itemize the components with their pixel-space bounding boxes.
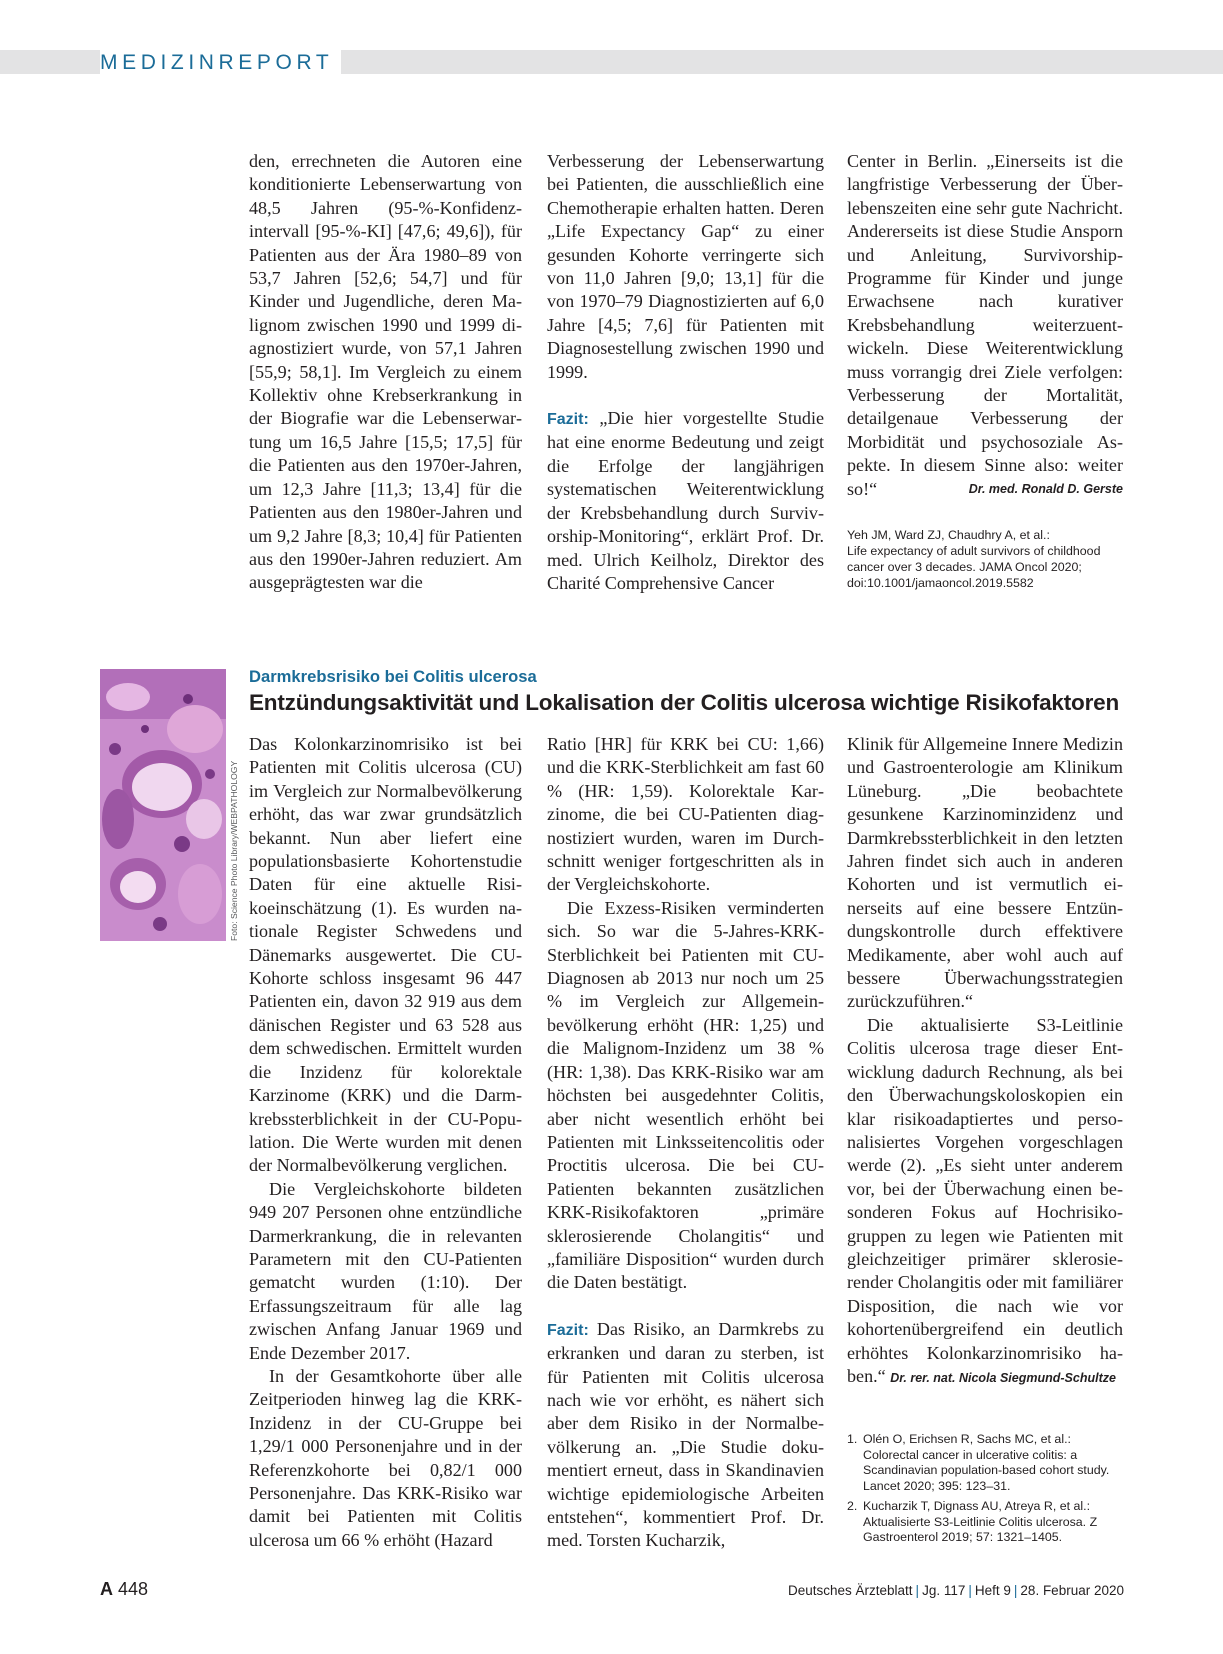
article1-reference xyxy=(847,527,1123,591)
article2-col3-text: Die aktualisierte S3-Leitlinie Colitis ulcerosa trage dieser Entwicklung dadurch Rechnung, als bei den Überwachungskoloskopien ein klar risikoadaptiertes und personalisiertes Vorgehen vorgeschlagen werde (2). „Es sieht unter anderem vor, bei der Überwachung einen besonderen Fokus auf Hochrisikogruppen zu legen wie Patienten mit gleichzeitiger primärer sklerosierender Cholangitis oder mit familiärer Disposition, die nach wie vor kohortenübergreifend ein deutlich erhöhtes Kolonkarzinomrisiko haben.“ xyxy=(847,1014,1123,1386)
article2-col1-paragraph-1: Das Kolonkarzinomrisiko ist bei Patienten mit Colitis ulcerosa (CU) im Vergleich zur Normalbevölkerung erhöht, das war zwar grundsätzlich bekannt. Nun aber liefert eine populationsbasierte Kohortenstudie Daten für eine aktuelle Risikoeinschätzung (1). Es wurden nationale Register Schwedens und Dänemarks ausgewertet. Die CU-Kohorte schloss insgesamt 96 447 Patienten ein, davon 32 919 aus dem dänischen Register und 63 528 aus dem schwedischen. Ermittelt wurden die Inzidenz für kolorektale Karzinome (KRK) und die Darmkrebssterblichkeit in der CU-Population. Die Werte wurden mit denen der Normalbevölkerung verglichen. xyxy=(249,734,522,1176)
article1-column-3 xyxy=(847,150,1123,501)
article2-fazit xyxy=(547,1318,824,1553)
reference-number: 2. xyxy=(847,1499,858,1513)
article2-col2-paragraph-1: Ratio [HR] für KRK bei CU: 1,66) und die KRK-Sterblichkeit am fast 60 % (HR: 1,59). Kolorektale Karzinome, die bei CU-Patienten diagnostiziert wurden, waren im Durchschnitt weniger fortgeschritten als in der Vergleichskohorte. xyxy=(547,734,824,895)
article2-col2-paragraph-2: Die Exzess-Risiken verminderten sich. So war die 5-Jahres-KRK-Sterblichkeit bei Patienten mit CU-Diagnosen ab 2013 nur noch um 25 % im Vergleich zur Allgemeinbevölkerung erhöht (HR: 1,25) und die Malignom-Inzidenz um 38 % (HR: 1,38). Das KRK-Risiko war am höchsten bei ausgedehnter Colitis, aber nicht wesentlich erhöht bei Patienten mit Linksseitencolitis oder Proctitis ulcerosa. Die bei CU-Patienten bekannten zusätzlichen KRK-Risikofaktoren „primäre sklerosierende Cholangitis“ und „familiäre Disposition“ wurden durch die Daten bestätigt. xyxy=(547,897,824,1293)
article2-headline: Entzündungsaktivität und Lokalisation der Colitis ulcerosa wichtige Risikofaktoren xyxy=(249,690,1119,715)
article2-fazit-text: Das Risiko, an Darmkrebs zu erkranken und daran zu sterben, ist für Patienten mit Colitis ulcerosa nach wie vor erhöht, es nähert sich aber dem Risiko in der Normalbevölkerung an. „Die Studie dokumentiert erneut, dass in Skandinavien wichtige epidemiologische Arbeiten entstehen“, kommentiert Prof. Dr. med. Torsten Kucharzik, xyxy=(547,1318,824,1551)
page-prefix: A xyxy=(100,1579,113,1599)
journal-issue: Heft 9 xyxy=(974,1583,1011,1598)
section-label: MEDIZINREPORT xyxy=(100,50,341,74)
article2-col3-paragraph-1: Klinik für Allgemeine Innere Medizin und Gastroenterologie am Klinikum Lüneburg. „Die beobachtete gesunkene Karzinominzidenz und Darmkrebssterblichkeit in den letzten Jahren findet sich auch in anderen Kohorten und ist vermutlich einerseits auf eine bessere Entzündungskontrolle durch effektivere Medikamente, aber wohl auch auf bessere Überwachungsstrategien zurückzuführen.“ xyxy=(847,734,1123,1012)
journal-date: 28. Februar 2020 xyxy=(1020,1583,1124,1598)
journal-name: Deutsches Ärzteblatt xyxy=(787,1583,913,1598)
photo-credit: Foto: Science Photo Library/WEBPATHOLOGY xyxy=(229,760,239,941)
page-number xyxy=(100,1579,148,1600)
article2-column-1 xyxy=(249,733,522,1552)
article1-col3-text: Center in Berlin. „Einerseits ist die langfristige Verbesserung der Überlebenszeiten eine sehr gute Nachricht. Andererseits ist diese Studie Ansporn und Anleitung, Survivorship-Programme für Kinder und junge Erwachsene nach kurativer Krebsbehandlung weiterzuentwickeln. Diese Weiterentwicklung muss vorrangig drei Ziele verfolgen: Verbesserung der Mortalität, detailgenaue Verbesserung der Morbidität und psychosoziale Aspekte. In diesem Sinne also: weiter so!“ xyxy=(847,151,1123,499)
reference-number: 1. xyxy=(847,1432,858,1446)
journal-volume: Jg. 117 xyxy=(922,1583,966,1598)
article1-fazit xyxy=(547,407,824,595)
journal-info: Deutsches Ärzteblatt | Jg. 117 | Heft 9 | 28. Februar 2020 xyxy=(787,1583,1124,1598)
article2-kicker: Darmkrebsrisiko bei Colitis ulcerosa xyxy=(249,667,537,686)
article2-author: Dr. rer. nat. Nicola Siegmund-Schultze xyxy=(890,1370,1116,1385)
article1-column-1 xyxy=(249,150,522,595)
article1-col2-paragraph: Verbesserung der Lebenserwartung bei Patienten, die ausschließlich eine Chemotherapie erhalten hatten. Deren „Life Expectancy Gap“ zu einer gesunden Kohorte verringerte sich von 11,0 Jahren [9,0; 13,1] für die von 1970–79 Diagnostizierten auf 6,0 Jahre [4,5; 7,6] für Patienten mit Diagnosestellung zwischen 1990 und 1999. xyxy=(547,151,824,382)
article1-fazit-text: „Die hier vorgestellte Studie hat eine enorme Bedeutung und zeigt die Erfolge der langjährigen systematischen Weiterentwicklung der Krebsbehandlung durch Survivorship-Monitoring“, erklärt Prof. Dr. med. Ulrich Keilholz, Direktor des Charité Comprehensive Cancer xyxy=(547,408,824,593)
reference-item xyxy=(847,1432,1123,1494)
reference-text: Kucharzik T, Dignass AU, Atreya R, et al.: Aktualisierte S3-Leitlinie Colitis ulcerosa. Z Gastroenterol 2019; 57: 1321–1405. xyxy=(863,1499,1098,1544)
article2-column-2 xyxy=(547,733,824,1553)
reference-authors: Yeh JM, Ward ZJ, Chaudhry A, et al.: xyxy=(847,528,1050,542)
article1-author: Dr. med. Ronald D. Gerste xyxy=(968,481,1123,496)
article2-col1-paragraph-3: In der Gesamtkohorte über alle Zeitperioden hinweg lag die KRK-Inzidenz in der CU-Gruppe bei 1,29/1 000 Personenjahre und in der Referenzkohorte bei 0,82/1 000 Personenjahre. Das KRK-Risiko war damit bei Patienten mit Colitis ulcerosa um 66 % erhöht (Hazard xyxy=(249,1365,522,1550)
page-number-value: 448 xyxy=(118,1579,149,1599)
article1-column-2 xyxy=(547,150,824,595)
fazit-label: Fazit: xyxy=(547,1321,589,1339)
fazit-label: Fazit: xyxy=(547,411,589,429)
article2-column-3 xyxy=(847,733,1123,1390)
reference-text: Olén O, Erichsen R, Sachs MC, et al.: Colorectal cancer in ulcerative colitis: a Scandinavian population-based cohort study. Lancet 2020; 395: 123–31. xyxy=(863,1432,1110,1493)
histology-photo xyxy=(100,669,226,941)
article2-col1-paragraph-2: Die Vergleichskohorte bildeten 949 207 Personen ohne entzündliche Darmerkrankung, die in relevanten Parametern mit den CU-Patienten gematcht wurden (1:10). Der Erfassungszeitraum für alle lag zwischen Anfang Januar 1969 und Ende Dezember 2017. xyxy=(249,1178,522,1363)
article2-col3-paragraph-2 xyxy=(847,1014,1123,1391)
reference-details: Life expectancy of adult survivors of childhood cancer over 3 decades. JAMA Oncol 2020; doi:10.1001/jamaoncol.2019.5582 xyxy=(847,544,1101,590)
article2-references xyxy=(847,1432,1123,1551)
reference-item xyxy=(847,1499,1123,1546)
article1-col3-paragraph xyxy=(847,150,1123,501)
article1-col1-paragraph: den, errechneten die Autoren eine konditionierte Lebenserwartung von 48,5 Jahren (95-%-Konfidenzintervall [95-%-KI] [47,6; 49,6]), für Patienten aus der Ära 1980–89 von 53,7 Jahren [52,6; 54,7] und für Kinder und Jugendliche, deren Malignom zwischen 1990 und 1999 diagnostiziert wurde, von 57,1 Jahren [55,9; 58,1]. Im Vergleich zu einem Kollektiv ohne Krebserkrankung in der Biografie war die Lebenserwartung um 16,5 Jahre [15,5; 17,5] für die Patienten aus den 1970er-Jahren, um 12,3 Jahre [11,3; 13,4] für die Patienten aus den 1980er-Jahren und um 9,2 Jahre [8,3; 10,4] für Patienten aus den 1990er-Jahren reduziert. Am ausgeprägtesten war die xyxy=(249,151,522,593)
